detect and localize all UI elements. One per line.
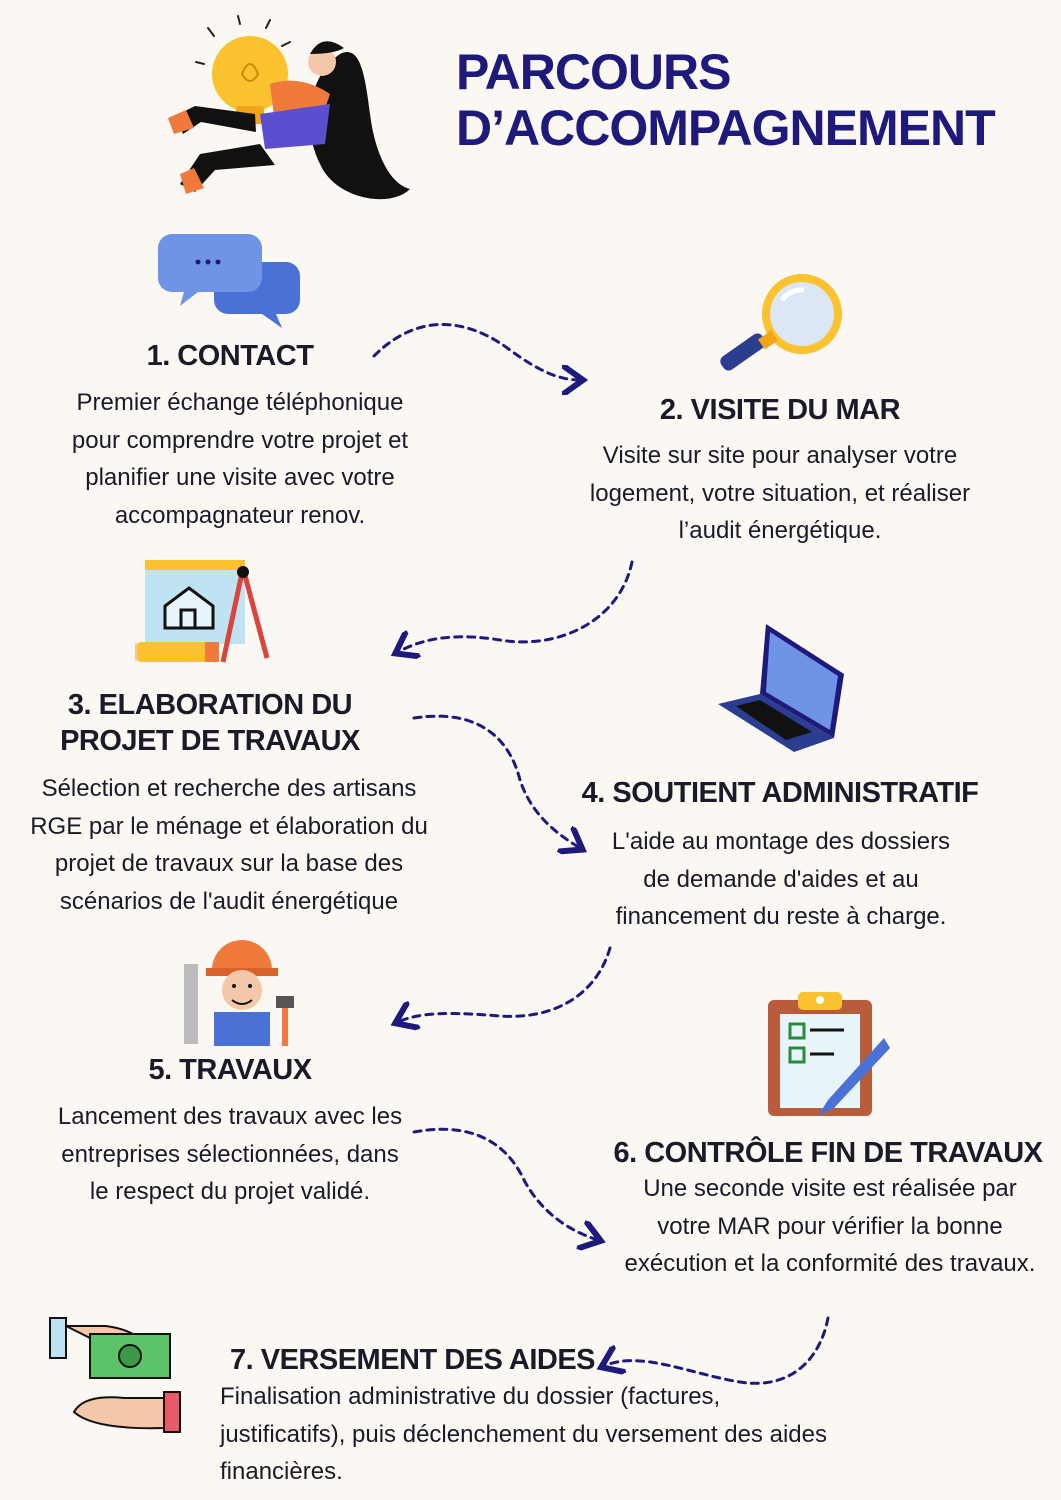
step-2-title: 2. VISITE DU MAR: [659, 394, 901, 426]
step-4-text: L'aide au montage des dossiers de demande d'aides et au financement du reste à charge.: [611, 828, 951, 930]
step-3-title: 3. ELABORATION DU PROJET DE TRAVAUX: [60, 689, 360, 757]
step-6-title: 6. CONTRÔLE FIN DE TRAVAUX: [613, 1137, 1043, 1169]
step-3-text: Sélection et recherche des artisans RGE par le ménage et élaboration du projet de travaux sur la base des scénarios de l'audit énergétique: [30, 775, 428, 915]
step-5-text: Lancement des travaux avec les entreprises sélectionnées, dans le respect du projet validé.: [57, 1103, 403, 1205]
step-2-text: Visite sur site pour analyser votre logement, votre situation, et réaliser l’audit énergétique.: [589, 442, 971, 544]
page-title: PARCOURS D’ACCOMPAGNEMENT: [456, 44, 995, 156]
step-5-title: 5. TRAVAUX: [148, 1054, 312, 1086]
step-7-title: 7. VERSEMENT DES AIDES: [230, 1344, 596, 1376]
step-1-text: Premier échange téléphonique pour comprendre votre projet et planifier une visite avec votre accompagnateur renov.: [71, 389, 409, 529]
step-6-text: Une seconde visite est réalisée par votre MAR pour vérifier la bonne exécution et la conformité des travaux.: [624, 1175, 1036, 1277]
step-7-text: Finalisation administrative du dossier (factures, justificatifs), puis déclenchement du versement des aides financières.: [220, 1383, 827, 1485]
step-1-title: 1. CONTACT: [146, 340, 314, 372]
step-4-title: 4. SOUTIENT ADMINISTRATIF: [581, 777, 979, 809]
